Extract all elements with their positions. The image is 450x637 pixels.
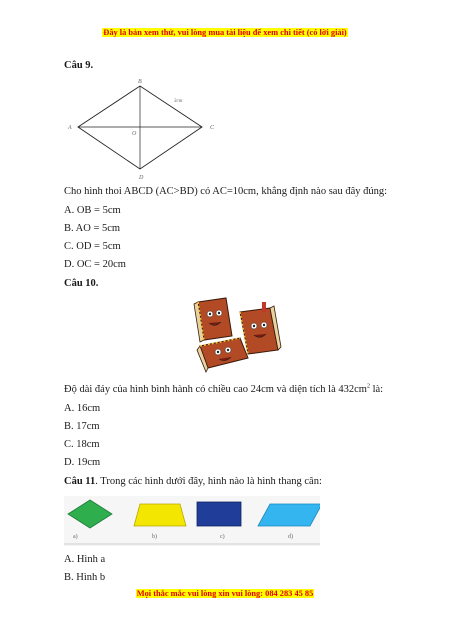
- q10-option-d: D. 19cm: [64, 457, 101, 468]
- vertex-label-a: A: [68, 125, 72, 131]
- books-illustration: [188, 292, 283, 374]
- shape-label-c: c): [220, 534, 225, 540]
- question-9-title: Câu 9.: [64, 60, 94, 71]
- question-9-text: Cho hình thoi ABCD (AC>BD) có AC=10cm, khẳng định nào sau đây đúng:: [64, 186, 388, 197]
- vertex-label-d: D: [139, 175, 144, 180]
- shape-b-isosceles-trapezoid: [134, 504, 186, 526]
- q10-option-a: A. 16cm: [64, 403, 101, 414]
- q10-option-b: B. 17cm: [64, 421, 100, 432]
- rhombus-diagram: [62, 76, 222, 180]
- q11-option-a: A. Hình a: [64, 554, 106, 565]
- q9-option-d: D. OC = 20cm: [64, 259, 126, 270]
- preview-notice-banner: [0, 28, 450, 37]
- shape-c-rectangle: [197, 502, 241, 526]
- shape-label-d: d): [288, 534, 293, 540]
- shape-label-a: a): [73, 534, 78, 540]
- question-10-title: Câu 10.: [64, 278, 99, 289]
- q10-text-superscript: 2: [366, 383, 370, 390]
- book-right: [240, 302, 281, 354]
- book-front: [197, 338, 248, 372]
- q11-option-b: B. Hình b: [64, 572, 106, 583]
- vertex-label-c: C: [210, 125, 215, 131]
- vertex-label-b: B: [138, 79, 142, 85]
- q10-option-c: C. 18cm: [64, 439, 100, 450]
- question-11-title: Câu 11: [64, 476, 96, 487]
- shape-label-b: b): [152, 534, 157, 540]
- side-length-label: 3cm: [174, 99, 183, 104]
- q10-text-main: Độ dài đáy của hình bình hành có chiều cao 24cm và diện tích là 432cm: [64, 384, 367, 395]
- center-label-o: O: [132, 131, 137, 137]
- shapes-figure: [64, 496, 320, 546]
- question-11-body: . Trong các hình dưới đây, hình nào là hình thang cân:: [95, 476, 322, 487]
- q9-option-b: B. AO = 5cm: [64, 223, 121, 234]
- question-11-text: [64, 476, 322, 487]
- q9-option-c: C. OD = 5cm: [64, 241, 121, 252]
- question-10-text: [64, 384, 383, 395]
- q10-text-end: là:: [369, 384, 384, 395]
- book-left: [194, 298, 232, 342]
- contact-footer-text: Mọi thắc mắc vui lòng xin vui lòng: 084 283 45 85: [136, 589, 314, 598]
- contact-footer-banner: [0, 589, 450, 598]
- preview-notice-text: Đây là bản xem thử, vui lòng mua tài liệu để xem chi tiết (có lời giải): [103, 28, 347, 37]
- q9-option-a: A. OB = 5cm: [64, 205, 121, 216]
